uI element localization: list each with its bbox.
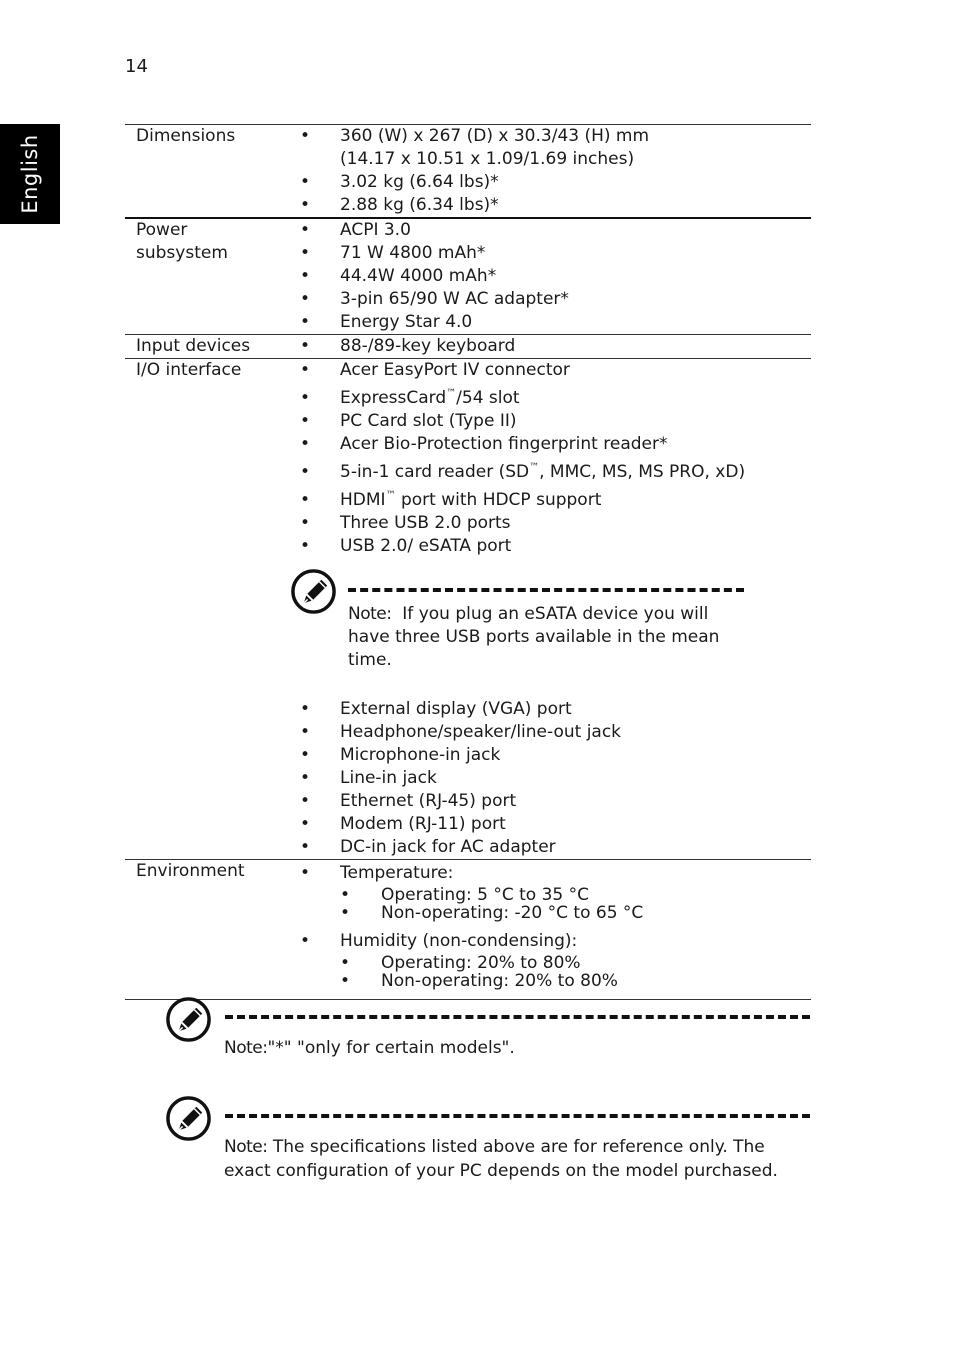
note-title: Note: [224, 1038, 268, 1058]
page-note-reference [165, 1095, 811, 1190]
spec-item: • 5-in-1 card reader (SD™, MMC, MS, MS PRO, xD) [300, 462, 746, 482]
page-number: 14 [125, 56, 148, 77]
bullet: • [300, 126, 311, 146]
spec-row-power [125, 219, 811, 335]
note-title: Note: [348, 604, 392, 624]
spec-row-environment [125, 860, 811, 1000]
bullet: • [300, 312, 311, 332]
note-text: Note:"*" "only for certain models". [224, 1038, 515, 1058]
spec-row-input [125, 335, 811, 359]
bullet: • [300, 814, 311, 834]
note-text: Note: The specifications listed above are for reference only. The exact configuration of your PC depends on the model purchased. [224, 1137, 778, 1181]
bullet: • [300, 336, 311, 356]
language-tab [0, 124, 60, 224]
spec-item: • Modem (RJ-11) port [300, 814, 506, 834]
bullet: • [340, 953, 351, 973]
spec-item: • 3.02 kg (6.64 lbs)* [300, 172, 499, 192]
spec-label: Dimensions [136, 126, 236, 146]
note-title: Note: [224, 1137, 268, 1157]
spec-group [290, 925, 811, 990]
bullet: • [300, 360, 311, 380]
spec-label: Power subsystem [136, 220, 228, 263]
spec-item: • Acer Bio-Protection fingerprint reader* [300, 434, 668, 454]
bullet: • [300, 490, 311, 510]
spec-item: • Microphone-in jack [300, 745, 501, 765]
inline-note [290, 558, 811, 698]
spec-item: • USB 2.0/ eSATA port [300, 536, 512, 556]
spec-row-dimensions [125, 124, 811, 219]
note-divider [225, 1015, 810, 1019]
spec-label: Input devices [136, 336, 251, 356]
note-pen-icon [290, 568, 337, 615]
spec-item: • PC Card slot (Type II) [300, 411, 517, 431]
bullet: • [300, 266, 311, 286]
spec-group-heading: Humidity (non-condensing): [340, 931, 578, 951]
spec-item: • 3-pin 65/90 W AC adapter* [300, 289, 569, 309]
bullet: • [300, 536, 311, 556]
spec-subitem: • Operating: 5 °C to 35 °C [340, 885, 589, 905]
spec-item: • DC-in jack for AC adapter [300, 837, 556, 857]
bullet: • [300, 699, 311, 719]
bullet: • [300, 768, 311, 788]
spec-item: • 360 (W) x 267 (D) x 30.3/43 (H) mm [300, 126, 650, 146]
bullet: • [300, 195, 311, 215]
bullet: • [300, 220, 311, 240]
bullet: • [300, 863, 311, 883]
spec-item: • 2.88 kg (6.34 lbs)* [300, 195, 499, 215]
spec-item: • 44.4W 4000 mAh* [300, 266, 497, 286]
spec-row-io [125, 359, 811, 860]
bullet: • [300, 722, 311, 742]
spec-items [290, 125, 811, 217]
bullet: • [300, 172, 311, 192]
spec-item: • HDMI™ port with HDCP support [300, 490, 602, 510]
note-divider [225, 1114, 810, 1118]
bullet: • [300, 434, 311, 454]
bullet: • [300, 388, 311, 408]
bullet: • [300, 462, 311, 482]
spec-item: • 71 W 4800 mAh* [300, 243, 486, 263]
spec-label: Environment [136, 861, 245, 881]
spec-item: • ACPI 3.0 [300, 220, 411, 240]
spec-items [290, 335, 811, 358]
spec-items [290, 219, 811, 334]
note-pen-icon [165, 1095, 212, 1142]
spec-items [290, 359, 811, 859]
bullet: • [340, 885, 351, 905]
spec-item: • ExpressCard™/54 slot [300, 388, 520, 408]
spec-table [125, 124, 811, 1000]
spec-subitem: • Non-operating: -20 °C to 65 °C [340, 903, 644, 923]
bullet: • [300, 837, 311, 857]
spec-sublist [340, 954, 811, 990]
note-divider [348, 588, 744, 592]
language-tab-label: English [18, 134, 42, 214]
spec-item: • Three USB 2.0 ports [300, 513, 511, 533]
bullet: • [340, 971, 351, 991]
bullet: • [300, 289, 311, 309]
spec-items [290, 860, 811, 993]
page-note-models [165, 996, 811, 1066]
spec-item: • 88-/89-key keyboard [300, 336, 516, 356]
spec-label: I/O interface [136, 360, 242, 380]
spec-item: • External display (VGA) port [300, 699, 572, 719]
spec-group [290, 860, 811, 922]
bullet: • [340, 903, 351, 923]
spec-item: • Energy Star 4.0 [300, 312, 473, 332]
note-pen-icon [165, 996, 212, 1043]
spec-item: • Ethernet (RJ-45) port [300, 791, 517, 811]
bullet: • [300, 931, 311, 951]
note-text: Note: If you plug an eSATA device you will have three USB ports available in the mean time. [348, 604, 720, 670]
spec-item: • Headphone/speaker/line-out jack [300, 722, 622, 742]
bullet: • [300, 791, 311, 811]
spec-item: • Acer EasyPort IV connector [300, 360, 570, 380]
spec-item: • Line-in jack [300, 768, 437, 788]
bullet: • [300, 513, 311, 533]
bullet: • [300, 411, 311, 431]
spec-group-heading: Temperature: [340, 863, 454, 883]
bullet: • [300, 745, 311, 765]
spec-sublist [340, 886, 811, 922]
bullet: • [300, 243, 311, 263]
spec-subitem: • Non-operating: 20% to 80% [340, 971, 618, 991]
spec-item-continuation: (14.17 x 10.51 x 1.09/1.69 inches) [340, 149, 635, 169]
spec-subitem: • Operating: 20% to 80% [340, 953, 581, 973]
